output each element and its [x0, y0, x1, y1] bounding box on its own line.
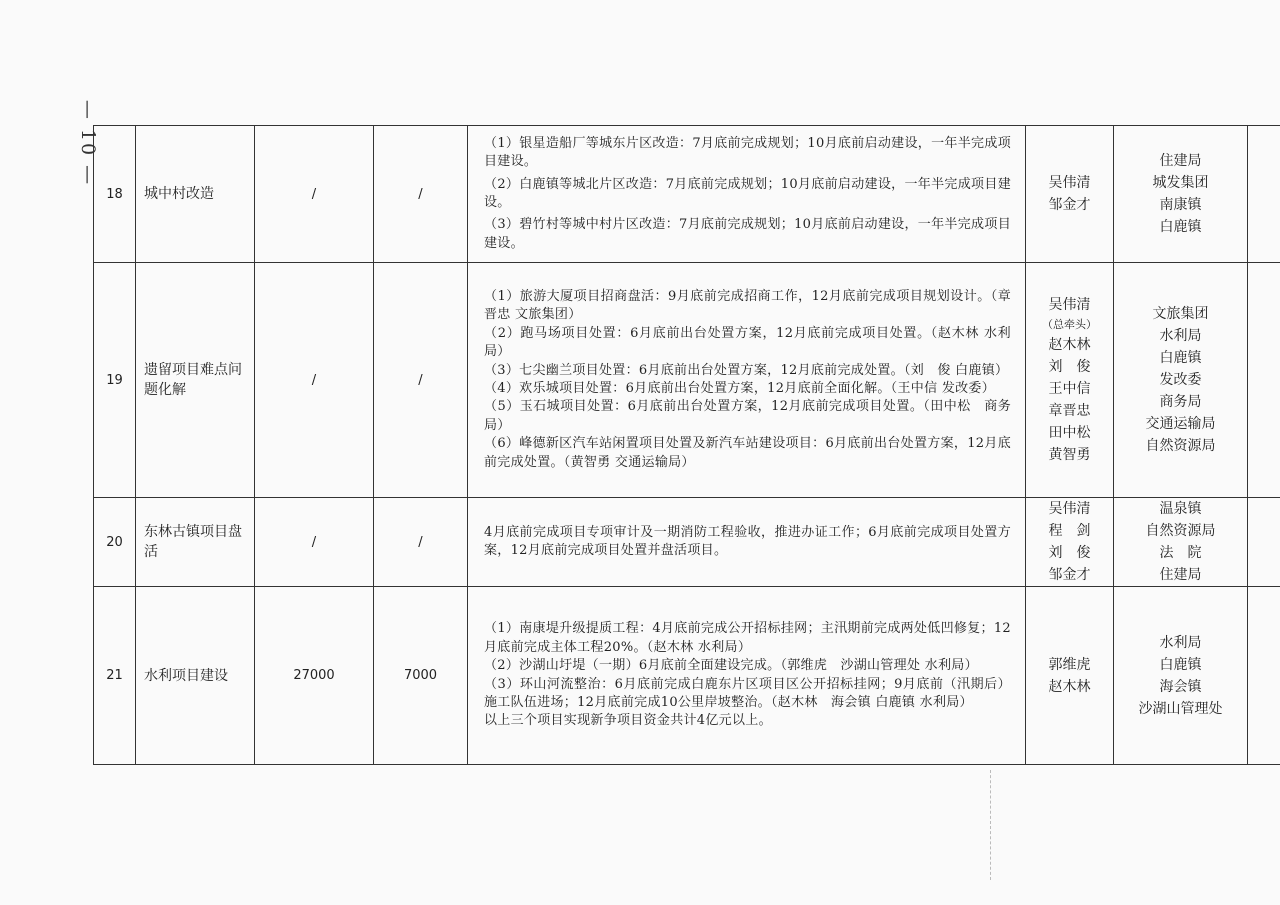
total-investment: 27000: [255, 587, 374, 765]
unit-name: 海会镇: [1159, 678, 1202, 695]
leader-name: 刘 俊: [1048, 359, 1091, 375]
task-description: [468, 498, 1026, 587]
unit-name: 文旅集团: [1152, 306, 1209, 322]
responsible-units: [1114, 263, 1248, 498]
table-row: [94, 587, 1280, 765]
unit-name: 住建局: [1159, 153, 1202, 169]
leader-name: 程 剑: [1048, 523, 1091, 539]
task-item: （2）沙湖山圩堤（一期）6月底前全面建设完成。（郭维虎 沙湖山管理处 水利局）: [484, 658, 978, 674]
leader-name: 刘 俊: [1048, 545, 1091, 561]
leader-name: 黄智勇: [1048, 447, 1091, 463]
unit-name: 白鹿镇: [1159, 350, 1202, 366]
leader-name: 吴伟清: [1048, 501, 1091, 517]
total-investment: /: [255, 263, 374, 498]
table-body: [94, 126, 1280, 765]
task-item: （4）欢乐城项目处置：6月底前出台处置方案，12月底前全面化解。（王中信 发改委）: [484, 381, 996, 396]
task-item: （6）峰德新区汽车站闲置项目处置及新汽车站建设项目：6月底前出台处置方案，12月底前完成处置。（黄智勇 交通运输局）: [484, 436, 1011, 470]
responsible-units: [1114, 498, 1248, 587]
page-number-text: — 10 —: [77, 99, 100, 187]
unit-name: 发改委: [1159, 372, 1202, 388]
leader-name: 章晋忠: [1048, 403, 1091, 419]
leader-name: 赵木林: [1048, 337, 1091, 353]
unit-name: 白鹿镇: [1159, 656, 1202, 673]
table-row: [94, 498, 1280, 587]
remarks-cell: [1248, 126, 1280, 263]
project-name: 遗留项目难点问题化解: [136, 263, 255, 498]
table-row: [94, 126, 1280, 263]
responsible-leaders: [1026, 263, 1114, 498]
leader-name: 邹金才: [1048, 567, 1091, 583]
unit-name: 自然资源局: [1145, 523, 1216, 539]
responsible-leaders: [1026, 126, 1114, 263]
task-item: （3）七尖幽兰项目处置：6月底前出台处置方案，12月底前完成处置。（刘 俊 白鹿镇）: [484, 362, 1009, 378]
row-number: 19: [94, 263, 136, 498]
leader-name: 吴伟清: [1048, 297, 1091, 313]
project-name: 城中村改造: [136, 126, 255, 263]
table-row: [94, 263, 1280, 498]
annual-investment: /: [374, 126, 468, 263]
total-investment: /: [255, 498, 374, 587]
unit-name: 交通运输局: [1145, 416, 1216, 432]
unit-name: 法 院: [1159, 545, 1202, 561]
task-item: （1）银星造船厂等城东片区改造：7月底前完成规划；10月底前启动建设，一年半完成项目建设。: [484, 135, 1011, 170]
task-item: 以上三个项目实现新争项目资金共计4亿元以上。: [484, 713, 772, 729]
remarks-cell: [1248, 498, 1280, 587]
unit-name: 白鹿镇: [1159, 219, 1202, 235]
row-number: 18: [94, 126, 136, 263]
row-number: 21: [94, 587, 136, 765]
remarks-cell: [1248, 263, 1280, 498]
unit-name: 南康镇: [1159, 197, 1202, 213]
unit-name: 自然资源局: [1145, 438, 1216, 454]
unit-name: 住建局: [1159, 567, 1202, 583]
task-item: 4月底前完成项目专项审计及一期消防工程验收，推进办证工作；6月底前完成项目处置方案，12月底前完成项目处置并盘活项目。: [484, 524, 1011, 558]
task-item: （3）碧竹村等城中村片区改造：7月底前完成规划；10月底前启动建设，一年半完成项目建设。: [484, 217, 1011, 251]
task-item: （1）南康堤升级提质工程：4月底前完成公开招标挂网；主汛期前完成两处低凹修复；12月底前完成主体工程20%。（赵木林 水利局）: [484, 621, 1011, 655]
leader-name: 田中松: [1048, 425, 1091, 441]
annual-investment: /: [374, 263, 468, 498]
task-item: （2）白鹿镇等城北片区改造：7月底前完成规划；10月底前启动建设，一年半完成项目建设。: [484, 176, 1011, 210]
responsible-leaders: [1026, 498, 1114, 587]
task-item: （1）旅游大厦项目招商盘活：9月底前完成招商工作，12月底前完成项目规划设计。（章晋忠 文旅集团）: [484, 288, 1011, 323]
unit-name: 水利局: [1159, 328, 1202, 344]
responsible-units: [1114, 587, 1248, 765]
annual-investment: /: [374, 498, 468, 587]
total-investment: /: [255, 126, 374, 263]
leader-name: （总牵头）: [1042, 318, 1097, 331]
unit-name: 水利局: [1159, 634, 1202, 651]
unit-name: 沙湖山管理处: [1138, 700, 1223, 717]
task-item: （5）玉石城项目处置：6月底前出台处置方案，12月底前完成项目处置。（田中松 商务局）: [484, 399, 1011, 433]
responsible-units: [1114, 126, 1248, 263]
annual-investment: 7000: [374, 587, 468, 765]
leader-name: 吴伟清: [1048, 175, 1091, 191]
leader-name: 邹金才: [1048, 197, 1091, 213]
task-description: [468, 587, 1026, 765]
unit-name: 商务局: [1159, 394, 1202, 410]
remarks-cell: [1248, 587, 1280, 765]
project-table: [93, 125, 1280, 765]
leader-name: 赵木林: [1048, 678, 1091, 695]
task-description: [468, 126, 1026, 263]
unit-name: 温泉镇: [1159, 501, 1202, 517]
project-name: 水利项目建设: [136, 587, 255, 765]
responsible-leaders: [1026, 587, 1114, 765]
leader-name: 郭维虎: [1048, 656, 1091, 673]
scan-artifact-line: [990, 770, 992, 880]
unit-name: 城发集团: [1152, 175, 1209, 191]
leader-name: 王中信: [1048, 381, 1091, 397]
row-number: 20: [94, 498, 136, 587]
project-name: 东林古镇项目盘活: [136, 498, 255, 587]
task-item: （3）环山河流整治：6月底前完成白鹿东片区项目区公开招标挂网；9月底前（汛期后）施工队伍进场；12月底前完成10公里岸坡整治。（赵木林 海会镇 白鹿镇 水利局）: [484, 676, 1011, 710]
task-description: [468, 263, 1026, 498]
task-item: （2）跑马场项目处置：6月底前出台处置方案，12月底前完成项目处置。（赵木林 水利局）: [484, 325, 1011, 360]
